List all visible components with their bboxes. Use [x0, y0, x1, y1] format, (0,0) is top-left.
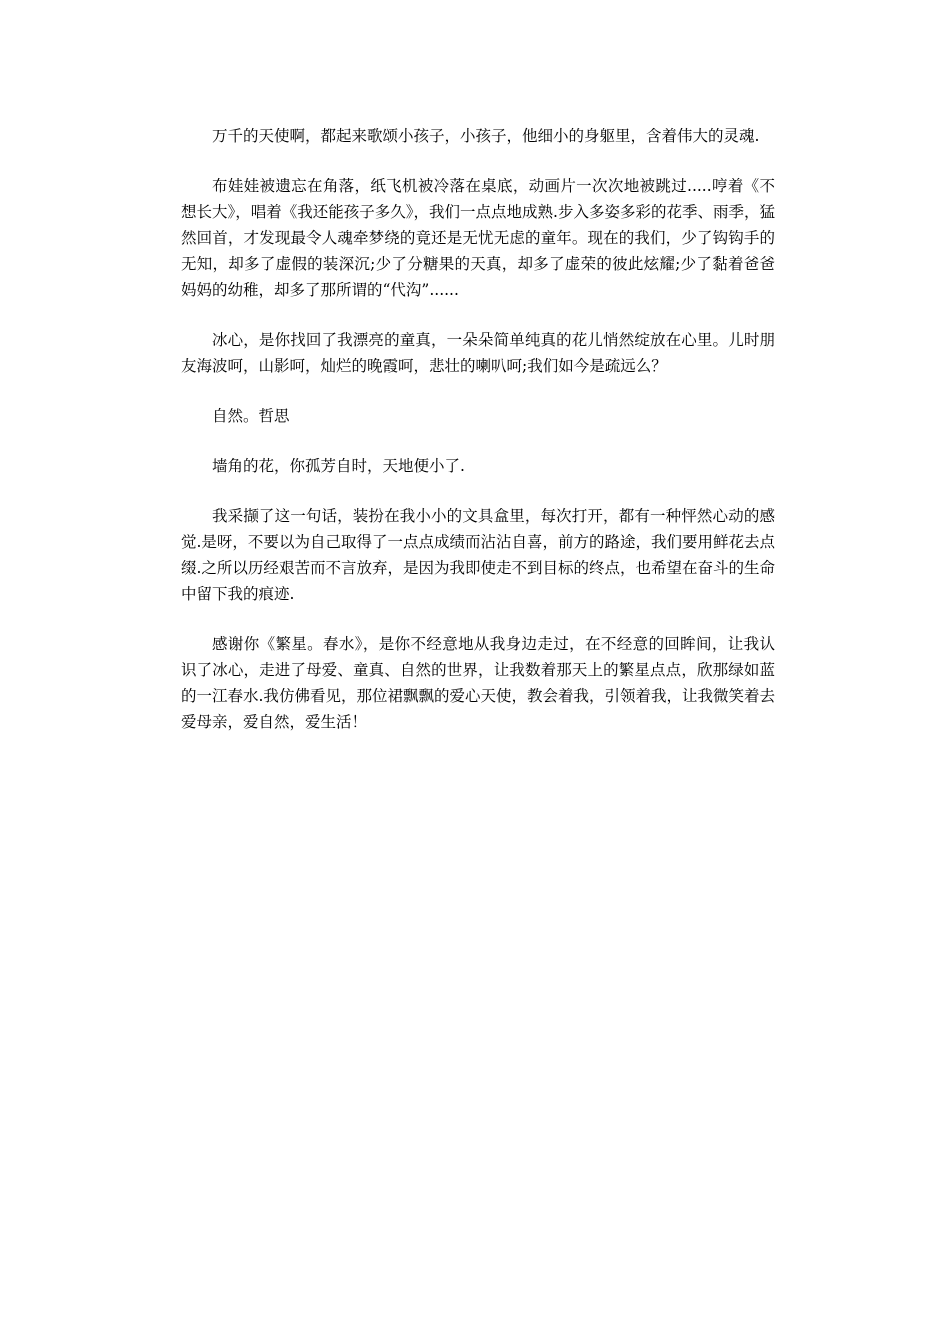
paragraph-childhood: 布娃娃被遗忘在角落，纸飞机被冷落在桌底，动画片一次次地被跳过.....哼着《不想长大》，唱着《我还能孩子多久》，我们一点点地成熟.步入多姿多彩的花季、雨季，猛然回首，才发现最令人魂牵梦绕的竟还是无忧无虑的童年。现在的我们，少了钩钩手的无知，却多了虚假的装深沉;少了分糖果的天真，却多了虚荣的彼此炫耀;少了黏着爸爸妈妈的幼稚，却多了那所谓的“代沟”...... [181, 177, 775, 299]
paragraph-thanks: 感谢你《繁星。春水》，是你不经意地从我身边走过，在不经意的回眸间，让我认识了冰心，走进了母爱、童真、自然的世界，让我数着那天上的繁星点点，欣那绿如蓝的一江春水.我仿佛看见，那位裙飘飘的爱心天使，教会着我，引领着我，让我微笑着去爱母亲，爱自然，爱生活！ [181, 635, 775, 731]
section-heading-nature: 自然。哲思 [212, 407, 290, 425]
paragraph-angels: 万千的天使啊，都起来歌颂小孩子，小孩子，他细小的身躯里，含着伟大的灵魂. [212, 127, 760, 145]
paragraph-pencil-box: 我采撷了这一句话，装扮在我小小的文具盒里，每次打开，都有一种怦然心动的感觉.是呀，不要以为自己取得了一点点成绩而沾沾自喜，前方的路途，我们要用鲜花去点缀.之所以历经艰苦而不言放弃，是因为我即使走不到目标的终点，也希望在奋斗的生命中留下我的痕迹. [181, 507, 775, 603]
paragraph-bingxin: 冰心，是你找回了我漂亮的童真，一朵朵简单纯真的花儿悄然绽放在心里。儿时朋友海波呵，山影呵，灿烂的晚霞呵，悲壮的喇叭呵;我们如今是疏远么？ [181, 331, 775, 375]
paragraph-wall-flower: 墙角的花，你孤芳自时，天地便小了. [212, 457, 465, 475]
document-body [181, 123, 775, 759]
